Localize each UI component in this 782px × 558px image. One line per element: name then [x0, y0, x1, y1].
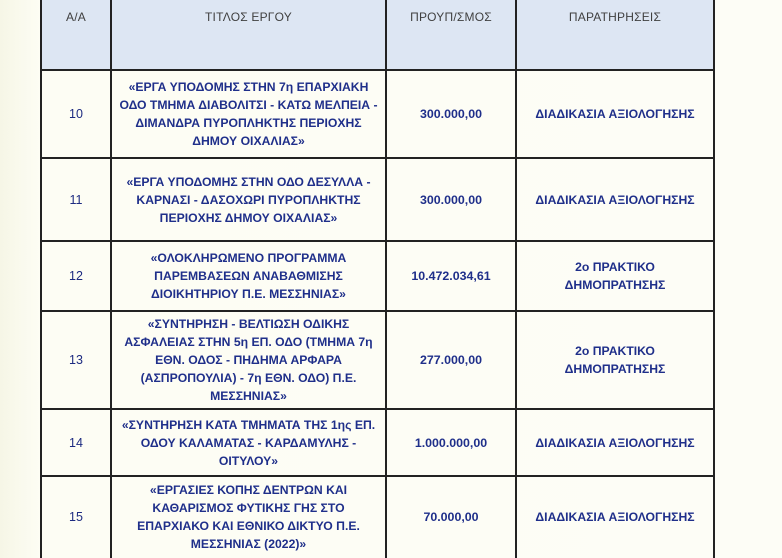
project-budget: 10.472.034,61 — [411, 269, 491, 283]
project-remark: 2ο ΠΡΑΚΤΙΚΟ ΔΗΜΟΠΡΑΤΗΣΗΣ — [564, 344, 666, 376]
project-budget: 277.000,00 — [419, 353, 482, 367]
project-title: «ΕΡΓΑ ΥΠΟΔΟΜΗΣ ΣΤΗΝ ΟΔΟ ΔΕΣΥΛΛΑ - ΚΑΡΝΑΣΙ - ΔΑΣΟΧΩΡΙ ΠΥΡΟΠΛΗΚΤΗΣ ΠΕΡΙΟΧΗΣ ΔΗΜΟΥ ΟΙΧΑΛΙΑΣ» — [126, 174, 371, 225]
header-budget: ΠΡΟΥΠ/ΣΜΟΣ — [410, 10, 492, 24]
row-number: 12 — [69, 269, 83, 283]
project-budget: 70.000,00 — [423, 509, 479, 524]
project-remark: ΔΙΑΔΙΚΑΣΙΑ ΑΞΙΟΛΟΓΗΣΗΣ — [535, 509, 695, 524]
header-title: ΤΙΤΛΟΣ ΕΡΓΟΥ — [205, 10, 292, 24]
row-number: 10 — [69, 107, 83, 121]
project-title: «ΕΡΓΑΣΙΕΣ ΚΟΠΗΣ ΔΕΝΤΡΩΝ ΚΑΙ ΚΑΘΑΡΙΣΜΟΣ ΦΥΤΙΚΗΣ ΓΗΣ ΣΤΟ ΕΠΑΡΧΙΑΚΟ ΚΑΙ ΕΘΝΙΚΟ ΔΙΚΤΥΟ Π.Ε. ΜΕΣΣΗΝΙΑΣ (2022)» — [137, 482, 360, 551]
row-number: 13 — [69, 353, 83, 367]
row-number: 14 — [69, 435, 83, 450]
header-remarks: ΠΑΡΑΤΗΡΗΣΕΙΣ — [568, 10, 662, 24]
project-remark: ΔΙΑΔΙΚΑΣΙΑ ΑΞΙΟΛΟΓΗΣΗΣ — [535, 435, 695, 450]
project-budget: 300.000,00 — [419, 192, 482, 207]
project-title: «ΟΛΟΚΛΗΡΩΜΕΝΟ ΠΡΟΓΡΑΜΜΑ ΠΑΡΕΜΒΑΣΕΩΝ ΑΝΑΒΑΘΜΙΣΗΣ ΔΙΟΙΚΗΤΗΡΙΟΥ Π.Ε. ΜΕΣΣΗΝΙΑΣ» — [150, 251, 347, 301]
project-remark: ΔΙΑΔΙΚΑΣΙΑ ΑΞΙΟΛΟΓΗΣΗΣ — [535, 107, 695, 121]
project-title: «ΣΥΝΤΗΡΗΣΗ - ΒΕΛΤΙΩΣΗ ΟΔΙΚΗΣ ΑΣΦΑΛΕΙΑΣ ΣΤΗΝ 5η ΕΠ. ΟΔΟ (ΤΜΗΜΑ 7η ΕΘΝ. ΟΔΟΣ - ΠΗΔΗΜΑ ΑΡΦΑΡΑ (ΑΣΠΡΟΠΟΥΛΙΑ) - 7η ΕΘΝ. ΟΔΟ) Π.Ε. ΜΕΣΣΗΝΙΑΣ» — [124, 317, 373, 403]
project-remark: 2ο ΠΡΑΚΤΙΚΟ ΔΗΜΟΠΡΑΤΗΣΗΣ — [564, 260, 666, 292]
project-title: «ΣΥΝΤΗΡΗΣΗ ΚΑΤΑ ΤΜΗΜΑΤΑ ΤΗΣ 1ης ΕΠ. ΟΔΟΥ ΚΑΛΑΜΑΤΑΣ - ΚΑΡΔΑΜΥΛΗΣ - ΟΙΤΥΛΟΥ» — [121, 417, 376, 468]
project-title: «ΕΡΓΑ ΥΠΟΔΟΜΗΣ ΣΤΗΝ 7η ΕΠΑΡΧΙΑΚΗ ΟΔΟ ΤΜΗΜΑ ΔΙΑΒΟΛΙΤΣΙ - ΚΑΤΩ ΜΕΛΠΕΙΑ - ΔΙΜΑΝΔΡΑ ΠΥΡΟΠΛΗΚΤΗΣ ΠΕΡΙΟΧΗΣ ΔΗΜΟΥ ΟΙΧΑΛΙΑΣ» — [119, 80, 378, 148]
row-number: 11 — [69, 192, 83, 207]
header-aa: Α/Α — [66, 10, 86, 24]
project-remark: ΔΙΑΔΙΚΑΣΙΑ ΑΞΙΟΛΟΓΗΣΗΣ — [535, 192, 695, 207]
project-budget: 300.000,00 — [419, 107, 482, 121]
project-budget: 1.000.000,00 — [414, 435, 488, 450]
row-number: 15 — [69, 509, 83, 524]
